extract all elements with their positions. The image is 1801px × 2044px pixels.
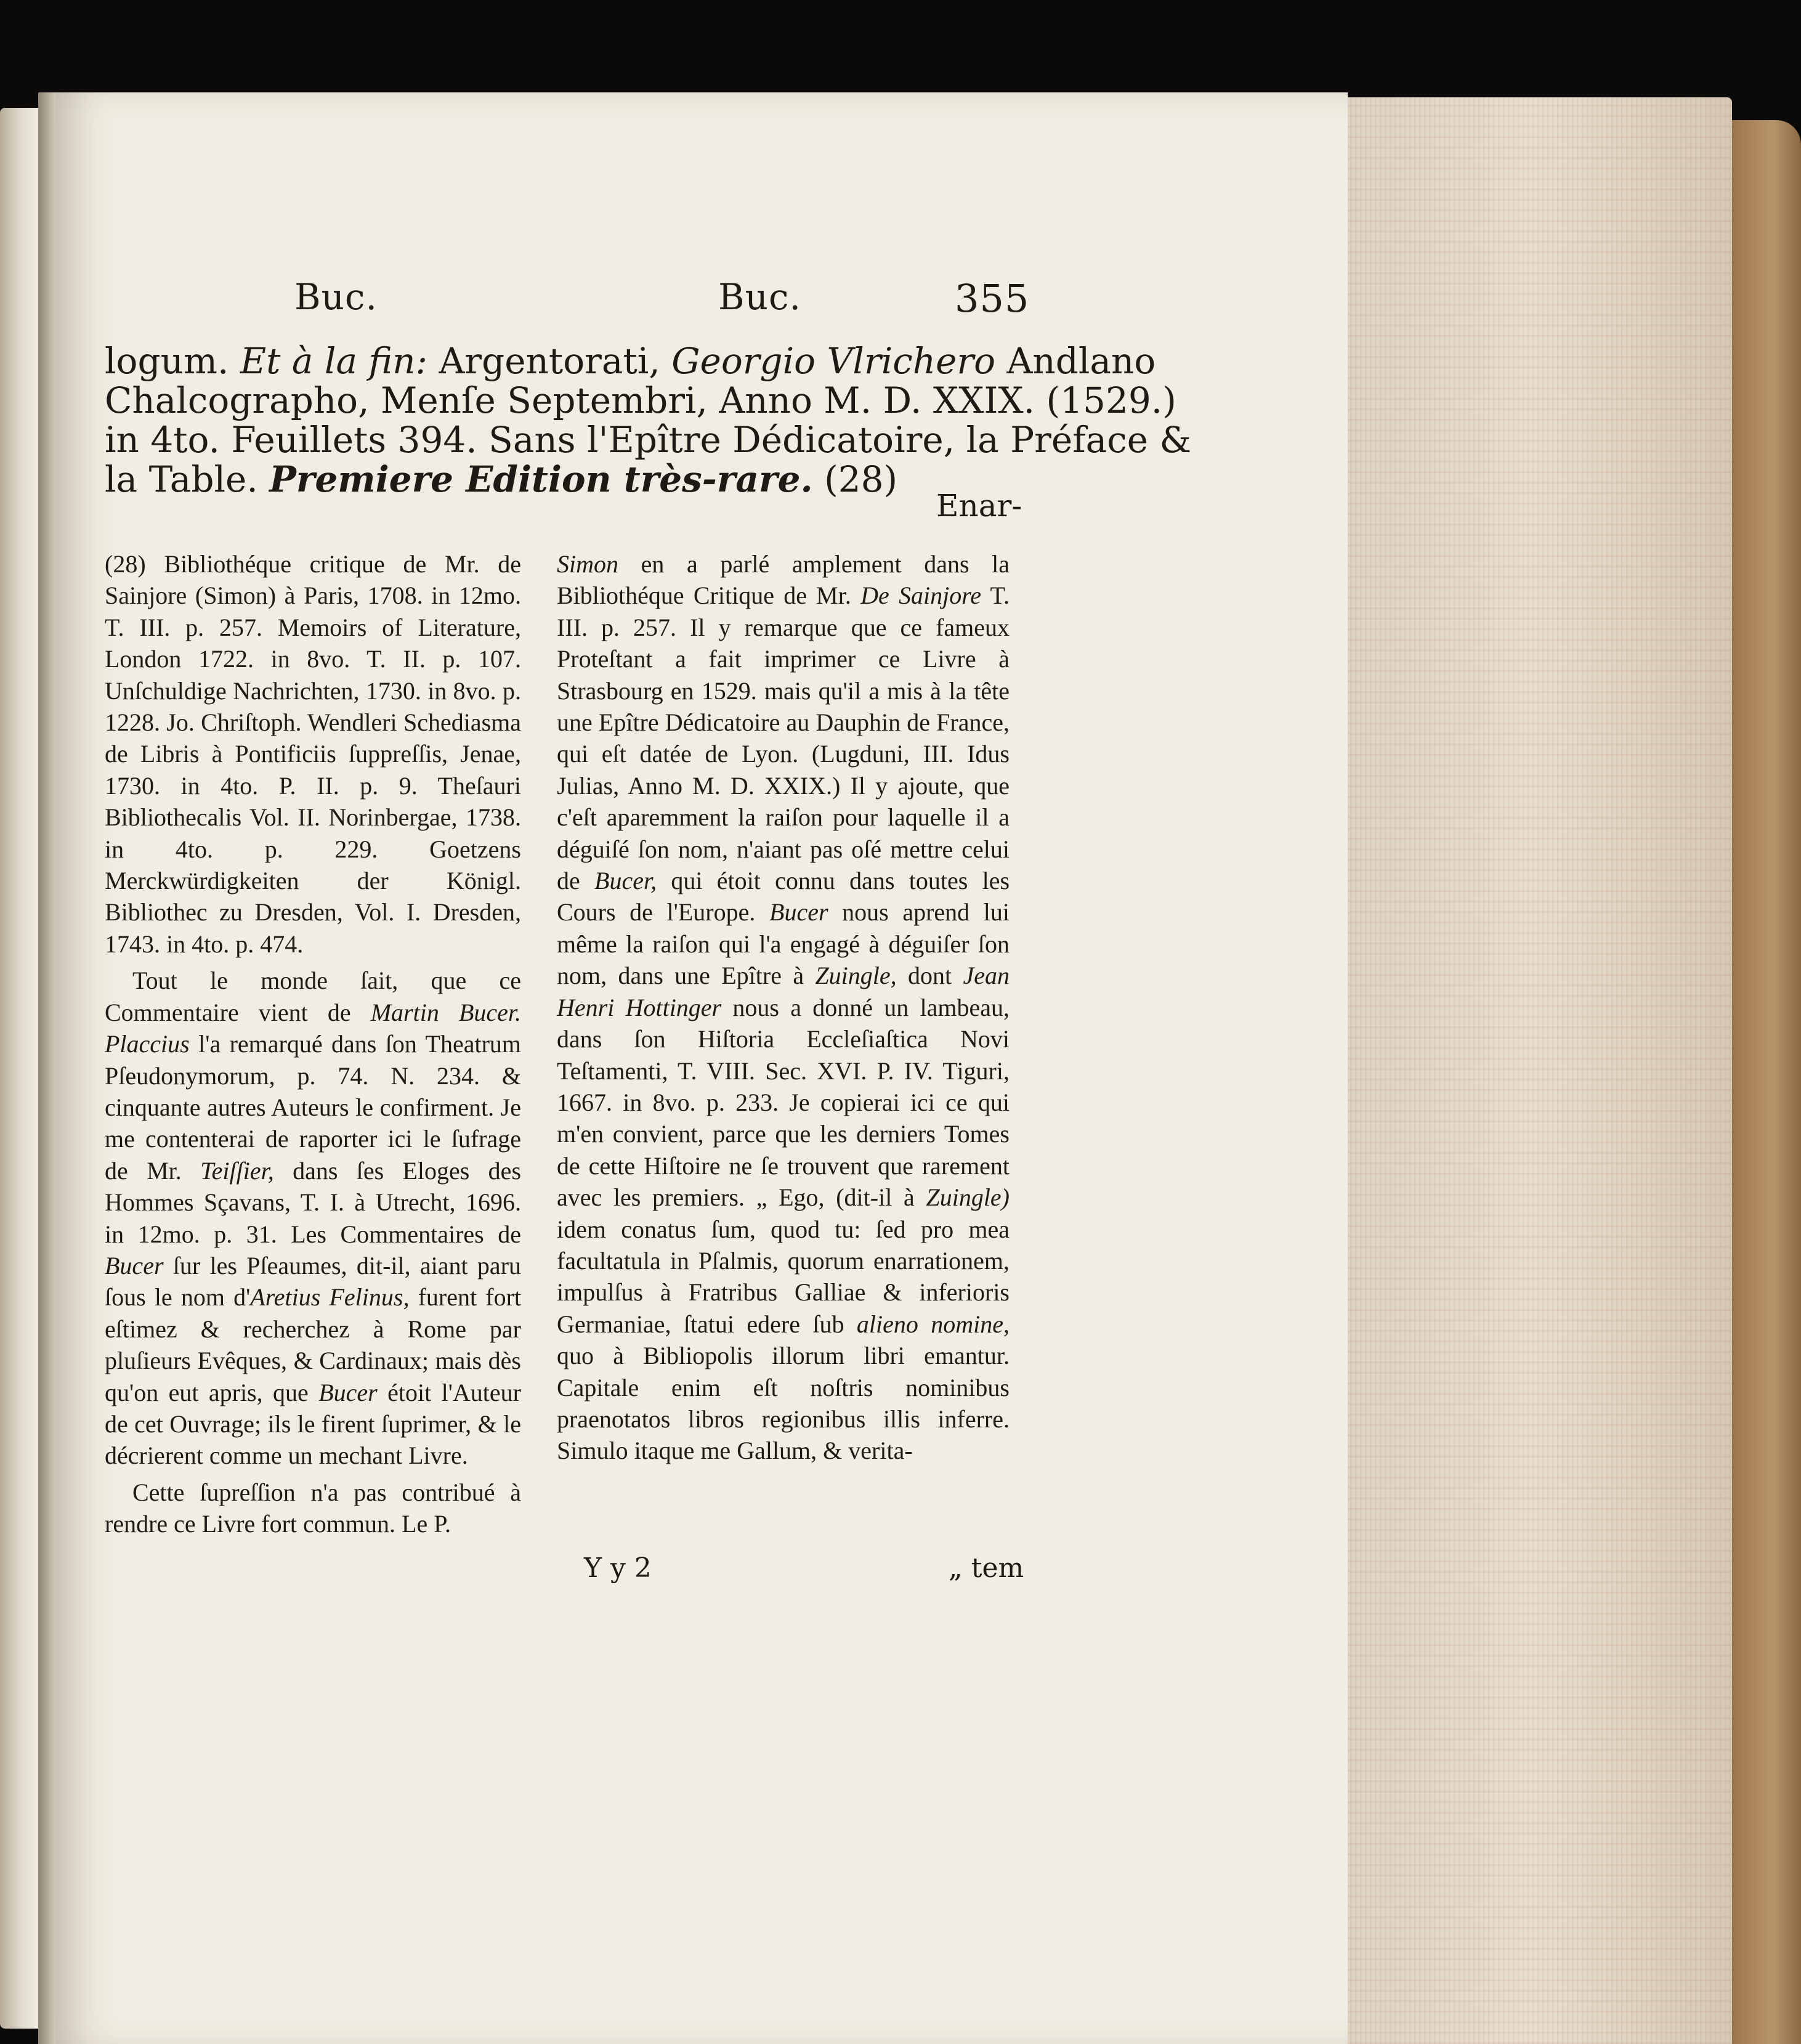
text-run-italic: Simon bbox=[557, 550, 618, 578]
text-run-italic: Zuingle, bbox=[815, 962, 897, 990]
text-run-italic: Bucer bbox=[105, 1251, 164, 1280]
text-run-italic: Georgio Vlrichero bbox=[671, 340, 996, 382]
text-run: logum. bbox=[105, 340, 229, 382]
text-run: ſur les Pſeaumes, dit-il, aiant paru ſous le nom d' bbox=[105, 1251, 522, 1312]
text-run-italic: alieno nomine, bbox=[856, 1310, 1010, 1338]
running-head-center: Buc. bbox=[718, 276, 801, 318]
left-column bbox=[105, 548, 521, 1540]
catchword-top: Enar- bbox=[936, 488, 1022, 524]
text-run-italic: Martin Bucer. bbox=[370, 998, 522, 1026]
paragraph-simon bbox=[557, 548, 1010, 1467]
text-run-italic: Teiſſier, bbox=[200, 1156, 274, 1185]
text-run: étoit l'Auteur de cet Ouvrage; ils le firent ſuprimer, & le décrierent comme un mechant Livre. bbox=[105, 1378, 521, 1470]
text-run: Andlano bbox=[1006, 340, 1156, 382]
page-block-edges bbox=[1330, 97, 1732, 2044]
footnote-ref: (28) bbox=[824, 458, 898, 500]
text-run-italic: Bucer bbox=[318, 1378, 378, 1406]
text-run-italic: Jean Henri Hottinger bbox=[557, 962, 1010, 1021]
text-run: l'a remarqué dans ſon Theatrum Pſeudonymorum, p. 74. N. 234. & cinquante autres Auteurs le confirment. Je me contenterai de raporter ici le ſufrage de Mr. bbox=[105, 1030, 522, 1185]
edition-note: Premiere Edition très-rare. bbox=[269, 458, 813, 500]
running-head-left: Buc. bbox=[294, 276, 378, 318]
text-run: nous aprend lui même la raiſon qui l'a engagé à déguiſer ſon nom, dans une Epître à bbox=[557, 898, 1010, 990]
top-line-2: Chalcographo, Menſe Septembri, Anno M. D. XXIX. (1529.) bbox=[105, 379, 1176, 421]
facing-page-edge bbox=[0, 108, 38, 2029]
signature-mark: Y y 2 bbox=[584, 1552, 652, 1584]
page-number: 355 bbox=[955, 276, 1030, 321]
text-run: quo à Bibliopolis illorum libri emantur. Capitale enim eſt noſtris nominibus praenotatos libros regionibus illis inferre. Simulo itaque me Gallum, & verita- bbox=[557, 1342, 1010, 1465]
text-run-italic: Aretius Felinus, bbox=[250, 1283, 410, 1312]
text-run: idem conatus ſum, quod tu: ſed pro mea facultatula in Pſalmis, quorum enarrationem, impulſus à Fratribus Galliae & inferioris Germaniae, ſtatui edere ſub bbox=[557, 1215, 1010, 1338]
text-run: en a parlé amplement dans la Bibliothéque Critique de Mr. bbox=[557, 550, 1010, 610]
text-run: furent fort eſtimez & recherchez à Rome par pluſieurs Evêques, & Cardinaux; mais dès qu'on eut apris, que bbox=[105, 1283, 522, 1406]
top-line-4 bbox=[105, 458, 898, 500]
footnote-28: (28) Bibliothéque critique de Mr. de Sainjore (Simon) à Paris, 1708. in 12mo. T. III. p. 257. Memoirs of Literature, London 1722. in 8vo. T. II. p. 107. Unſchuldige Nachrichten, 1730. in 8vo. p. 1228. Jo. Chriſtoph. Wendleri Schediasma de Libris à Pontificiis ſuppreſſis, Jenae, 1730. in 4to. P. II. p. 9. Theſauri Bibliothecalis Vol. II. Norinbergae, 1738. in 4to. p. 229. Goetzens Merckwürdigkeiten der Königl. Bibliothec zu Dresden, Vol. I. Dresden, 1743. in 4to. p. 474. bbox=[105, 550, 521, 958]
right-column bbox=[557, 548, 1010, 1467]
top-line-3: in 4to. Feuillets 394. Sans l'Epître Dédicatoire, la Préface & bbox=[105, 419, 1192, 461]
text-run-italic: Bucer bbox=[769, 898, 828, 927]
catchword-bottom: „ tem bbox=[949, 1552, 1024, 1584]
text-run: la Table. bbox=[105, 458, 258, 500]
text-run: dans ſes Eloges des Hommes Sçavans, T. I. à Utrecht, 1696. in 12mo. p. 31. Les Commentaires de bbox=[105, 1156, 522, 1248]
text-run-italic: Zuingle) bbox=[926, 1183, 1010, 1212]
text-run-italic: Bucer, bbox=[594, 867, 657, 895]
text-run: qui étoit connu dans toutes les Cours de l'Europe. bbox=[557, 867, 1010, 927]
text-run-italic: Et à la fin: bbox=[240, 340, 428, 382]
text-run-italic: Placcius bbox=[105, 1030, 190, 1058]
text-run-italic: De Sainjore bbox=[860, 582, 982, 610]
text-run: dont bbox=[908, 962, 952, 990]
text-run: Tout le monde ſait, que ce Commentaire vient de bbox=[105, 967, 521, 1026]
text-run: Argentorati, bbox=[439, 340, 660, 382]
book-gutter bbox=[38, 92, 57, 2044]
top-line-1 bbox=[105, 340, 1156, 382]
text-run: „ Ego, (dit-il à bbox=[756, 1183, 915, 1212]
text-run: T. III. p. 257. Il y remarque que ce fameux Proteſtant a fait imprimer ce Livre à Strasbourg en 1529. mais qu'il a mis à la tête une Epître Dédicatoire au Dauphin de France, qui eſt datée de Lyon. (Lugduni, III. Idus Julias, Anno M. D. XXIX.) Il y ajoute, que c'eſt aparemment la raiſon pour laquelle il a déguiſé ſon nom, n'aiant pas oſé mettre celui de bbox=[557, 582, 1010, 895]
paragraph-suppression: Cette ſupreſſion n'a pas contribué à rendre ce Livre fort commun. Le P. bbox=[105, 1478, 521, 1538]
text-run: nous a donné un lambeau, dans ſon Hiſtoria Eccleſiaſtica Novi Teſtamenti, T. VIII. Sec. XVI. P. IV. Tiguri, 1667. in 8vo. p. 233. Je copierai ici ce qui m'en convient, parce que les derniers Tomes de cette Hiſtoire ne ſe trouvent que rarement avec les premiers. bbox=[557, 993, 1010, 1212]
paragraph-commentary bbox=[105, 965, 521, 1472]
